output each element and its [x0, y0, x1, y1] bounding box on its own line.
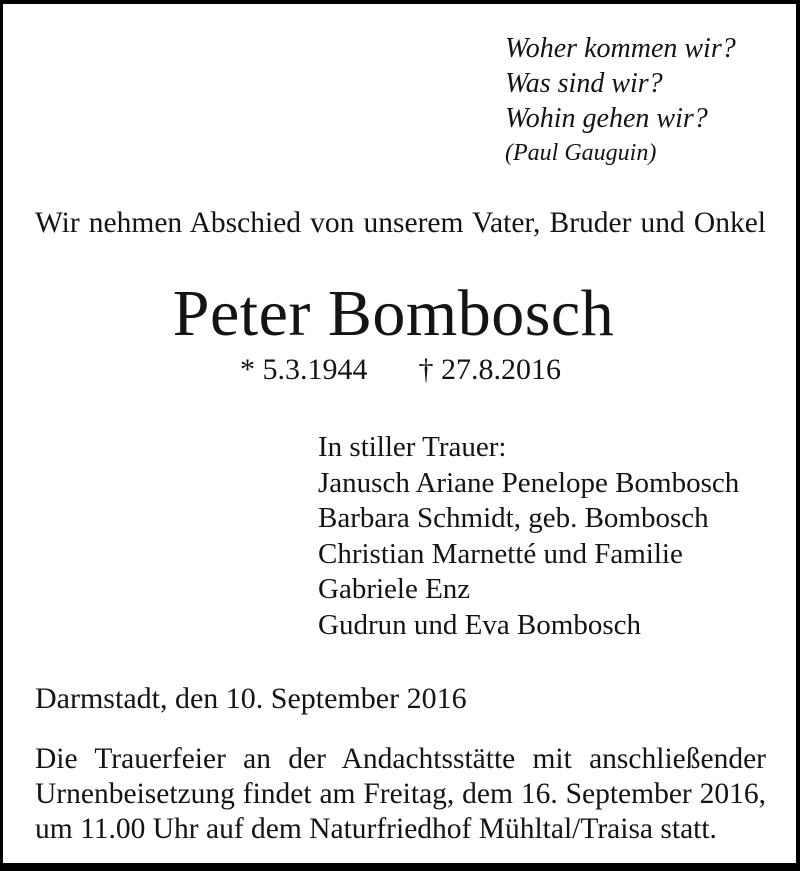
mourner-name: Gabriele Enz [318, 573, 471, 605]
funeral-details [35, 742, 766, 847]
birth-date: * 5.3.1944 [240, 353, 368, 386]
mourner-name: Christian Marnetté und Familie [318, 537, 683, 570]
mourners-block [318, 430, 739, 643]
place-dateline: Darmstadt, den 10. September 2016 [35, 682, 467, 715]
quote-line-3: Wohin gehen wir? [505, 103, 708, 134]
funeral-line-2: Urnenbeisetzung findet am Freitag, dem 16. September 2016, [35, 778, 766, 810]
quote-line-1: Woher kommen wir? [505, 33, 736, 64]
death-date: † 27.8.2016 [418, 353, 561, 386]
funeral-line-3: um 11.00 Uhr auf dem Naturfriedhof Mühltal/Traisa statt. [35, 813, 717, 845]
quote-attribution: (Paul Gauguin) [505, 140, 657, 166]
mourner-name: Gudrun und Eva Bombosch [318, 608, 641, 641]
mourners-heading: In stiller Trauer: [318, 431, 507, 463]
intro-line: Wir nehmen Abschied von unserem Vater, Bruder und Onkel [35, 207, 766, 239]
mourner-name: Janusch Ariane Penelope Bombosch [318, 466, 740, 499]
deceased-name: Peter Bombosch [172, 277, 615, 350]
life-dates [35, 353, 766, 387]
quote-line-2: Was sind wir? [505, 68, 663, 99]
funeral-line-1: Die Trauerfeier an der Andachtsstätte mit anschließender [35, 743, 766, 775]
quote-block [505, 31, 736, 171]
mourner-name: Barbara Schmidt, geb. Bombosch [318, 502, 709, 534]
